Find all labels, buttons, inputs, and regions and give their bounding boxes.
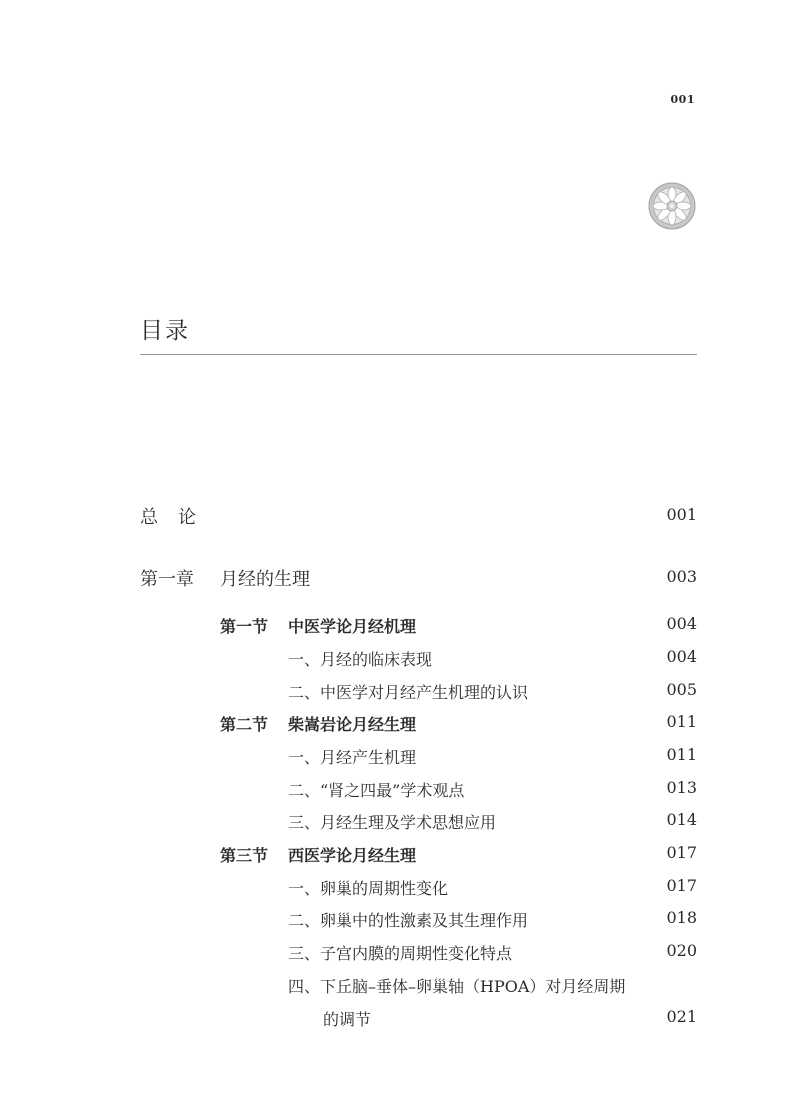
entry-label: [220, 614, 417, 637]
page-number: 001: [670, 93, 695, 106]
toc-entry-item[interactable]: [140, 908, 697, 938]
section-number: 第一节: [220, 617, 269, 636]
toc-entry-item[interactable]: [140, 810, 697, 840]
entry-title: 三、子宫内膜的周期性变化特点: [288, 944, 513, 963]
entry-title: 一、月经的临床表现: [288, 650, 433, 669]
toc-entry-item[interactable]: [140, 778, 697, 808]
toc-entry-item-continued[interactable]: [140, 1007, 697, 1037]
entry-page: 014: [666, 810, 697, 829]
entry-page: 017: [666, 843, 697, 862]
section-number: 第二节: [220, 715, 269, 734]
chapter-title: 月经的生理: [220, 569, 310, 590]
entry-title: 二、“肾之四最”学术观点: [288, 781, 465, 800]
flower-emblem-icon: [648, 182, 696, 230]
entry-page: 011: [666, 745, 697, 764]
entry-label: [220, 843, 417, 866]
toc-entry-item[interactable]: [140, 974, 697, 1004]
entry-page: 004: [666, 647, 697, 666]
toc-entry-item[interactable]: [140, 647, 697, 677]
section-title: 中医学论月经机理: [288, 617, 417, 636]
entry-title: 四、下丘脑–垂体–卵巢轴（HPOA）对月经周期: [288, 977, 626, 996]
entry-title: 三、月经生理及学术思想应用: [288, 813, 497, 832]
chapter-number: 第一章: [140, 569, 194, 590]
entry-page: 003: [666, 567, 697, 586]
section-title: 柴嵩岩论月经生理: [288, 715, 417, 734]
toc-title: 目录: [140, 318, 190, 344]
entry-title: 二、中医学对月经产生机理的认识: [288, 683, 529, 702]
entry-page: 005: [666, 680, 697, 699]
entry-page: 021: [666, 1007, 697, 1026]
entry-title: 一、卵巢的周期性变化: [288, 879, 449, 898]
toc-entry-item[interactable]: [140, 941, 697, 971]
toc-entry-section-2[interactable]: [140, 712, 697, 742]
title-divider: [140, 354, 697, 355]
entry-label: [220, 712, 417, 735]
toc-entry-section-3[interactable]: [140, 843, 697, 873]
section-title: 西医学论月经生理: [288, 846, 417, 865]
section-number: 第三节: [220, 846, 269, 865]
entry-page: 020: [666, 941, 697, 960]
entry-page: 013: [666, 778, 697, 797]
entry-label: 总 论: [140, 507, 196, 528]
toc-entry-section-1[interactable]: [140, 614, 697, 644]
entry-title: 二、卵巢中的性激素及其生理作用: [288, 911, 529, 930]
toc-entry-item[interactable]: [140, 680, 697, 710]
entry-page: 018: [666, 908, 697, 927]
entry-page: 017: [666, 876, 697, 895]
entry-page: 004: [666, 614, 697, 633]
entry-label: [140, 565, 310, 591]
entry-title: 一、月经产生机理: [288, 748, 417, 767]
entry-page: 001: [666, 505, 697, 524]
entry-page: 011: [666, 712, 697, 731]
toc-entry-general[interactable]: [140, 503, 697, 533]
toc-entry-chapter-1[interactable]: [140, 565, 697, 595]
toc-entry-item[interactable]: [140, 745, 697, 775]
toc-entry-item[interactable]: [140, 876, 697, 906]
entry-title: 的调节: [323, 1010, 372, 1029]
